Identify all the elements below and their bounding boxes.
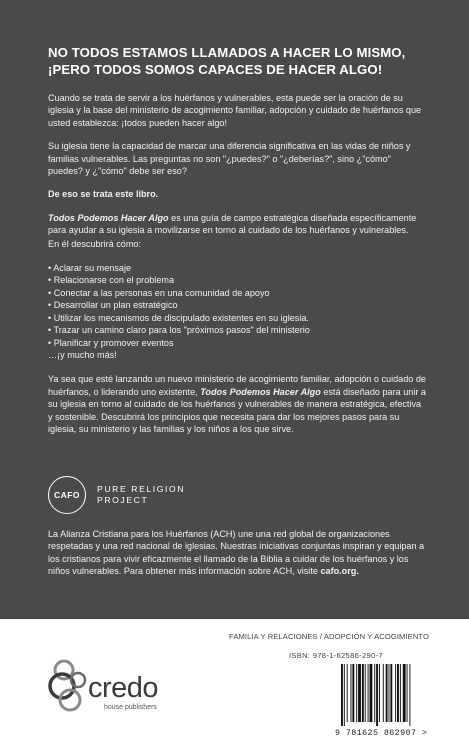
- credo-logo: [48, 650, 178, 720]
- closing-text-start: Ya sea que esté lanzando un nuevo ministerio de acogimiento familiar, adopción o cuidado de huérfanos, o liderando uno existente,: [48, 374, 426, 397]
- cafo-paragraph: [48, 528, 428, 578]
- headline: [48, 44, 428, 78]
- bullet-item: • Utilizar los mecanismos de discipulado existentes en su iglesia.: [48, 312, 309, 323]
- barcode-bars-icon: [338, 664, 430, 726]
- book-title: Todos Podemos Hacer Algo: [200, 386, 321, 397]
- book-title: Todos Podemos Hacer Algo: [48, 212, 169, 223]
- second-paragraph: Su iglesia tiene la capacidad de marcar una diferencia significativa en las vidas de niños y familias vulnerables. Las preguntas no son "¿puedes?" o "¿deberías?", sino ¿"cómo" puedes? y ¿"cómo" debe ser eso?: [48, 141, 411, 177]
- bullet-item: • Relacionarse con el problema: [48, 275, 175, 286]
- cafo-circle-icon: [48, 476, 86, 514]
- category-label: FAMILIA Y RELACIONES / ADOPCIÓN Y ACOGIMIENTO: [229, 632, 430, 641]
- isbn-barcode: [335, 664, 430, 738]
- intro-paragraph: Cuando se trata de servir a los huérfanos y vulnerables, esta puede ser la oración de su iglesia y la base del ministerio de acogimiento familiar, adopción y cuidado de huérfanos que usted establezca: ¡todos pueden hacer algo!: [48, 93, 422, 128]
- bullet-list: [48, 262, 428, 361]
- publisher-wordmark: credo: [88, 672, 159, 704]
- bullet-item: • Aclarar su mensaje: [48, 263, 132, 274]
- book-description: [48, 212, 428, 237]
- isbn-label: ISBN: 978-1-62586-290-7: [289, 651, 383, 660]
- cafo-name-line-2: PROJECT: [97, 495, 149, 505]
- cafo-paragraph-text: La Alianza Cristiana para los Huérfanos (ACH) une una red global de organizaciones respetadas y una red nacional de iglesias. Nuestras iniciativas conjuntas inspiran y equipan a los cristianos para vivir eficazmente el llamado de la Biblia a cuidar de los huérfanos y los niños vulnerables. Para obtener más información sobre ACH, visite: [48, 529, 425, 577]
- bullet-item: • Trazar un camino claro para los "próximos pasos" del ministerio: [48, 325, 310, 336]
- cafo-website: cafo.org.: [320, 566, 359, 577]
- publisher-subtitle: house publishers: [104, 704, 157, 711]
- cafo-description: [48, 528, 428, 578]
- closing-text-end: está diseñado para unir a su iglesia en torno al cuidado de los huérfanos y vulnerables de manera estratégica, efectiva y sostenible. Descubrirá los principios que necesita para dar los mejores pasos para su iglesia, su ministerio y las familias y los niños a los que sirve.: [48, 386, 426, 434]
- barcode-digits: 9 781625 862907 >: [335, 728, 428, 738]
- discover-intro: En él descubrirá cómo:: [48, 238, 142, 249]
- book-purpose-line: De eso se trata este libro.: [48, 189, 159, 200]
- bullet-item: • Desarrollar un plan estratégico: [48, 300, 178, 311]
- credo-mark-icon: [48, 656, 92, 718]
- cafo-logo: [48, 476, 428, 514]
- bullet-item: • Conectar a las personas en una comunidad de apoyo: [48, 287, 270, 298]
- bullet-item: …¡y mucho más!: [48, 349, 117, 360]
- headline-line-1: NO TODOS ESTAMOS LLAMADOS A HACER LO MISMO,: [48, 45, 406, 60]
- headline-line-2: ¡PERO TODOS SOMOS CAPACES DE HACER ALGO!: [48, 62, 383, 77]
- closing-paragraph: [48, 373, 428, 435]
- book-description-text: es una guía de campo estratégica diseñada específicamente para ayudar a su iglesia a movilizarse en torno al cuidado de los huérfanos y vulnerables.: [48, 212, 417, 236]
- bullet-item: • Planificar y promover eventos: [48, 337, 174, 348]
- back-cover-copy: [48, 44, 428, 435]
- cafo-badge-text: CAFO: [53, 490, 81, 500]
- cafo-program-name: [97, 484, 185, 506]
- cafo-name-line-1: PURE RELIGION: [97, 484, 186, 494]
